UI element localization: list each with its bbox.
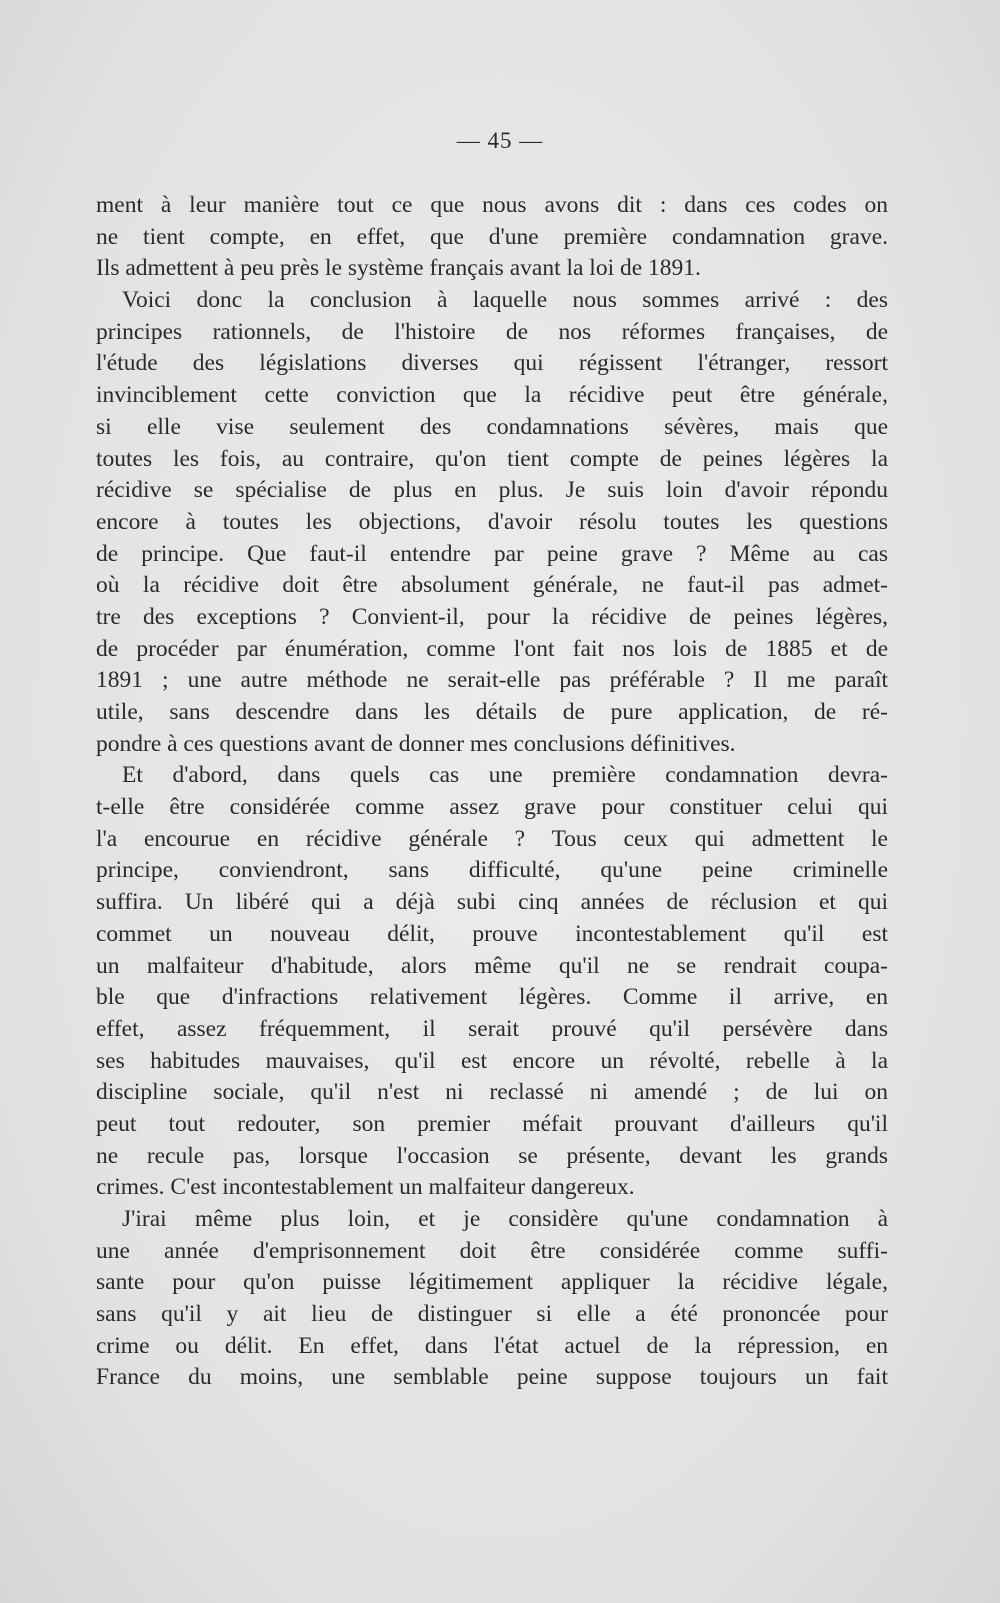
text-line: Et d'abord, dans quels cas une première condamnation devra- [122, 762, 888, 789]
text-line: de principe. Que faut-il entendre par peine grave ? Même au cas [96, 540, 888, 567]
text-line: peut tout redouter, son premier méfait prouvant d'ailleurs qu'il [96, 1110, 888, 1137]
text-line: sans qu'il y ait lieu de distinguer si elle a été prononcée pour [96, 1301, 888, 1328]
text-line: Voici donc la conclusion à laquelle nous sommes arrivé : des [122, 287, 888, 314]
text-line: commet un nouveau délit, prouve incontestablement qu'il est [96, 920, 888, 947]
text-line: récidive se spécialise de plus en plus. Je suis loin d'avoir répondu [96, 477, 888, 504]
text-line: sante pour qu'on puisse légitimement appliquer la récidive légale, [96, 1269, 888, 1296]
text-line: t-elle être considérée comme assez grave pour constituer celui qui [96, 794, 888, 821]
text-line: une année d'emprisonnement doit être considérée comme suffi- [96, 1237, 888, 1264]
text-line: ses habitudes mauvaises, qu'il est encore un révolté, rebelle à la [96, 1047, 888, 1074]
text-line: si elle vise seulement des condamnations sévères, mais que [96, 413, 888, 440]
text-line: discipline sociale, qu'il n'est ni reclassé ni amendé ; de lui on [96, 1079, 888, 1106]
text-line: utile, sans descendre dans les détails de pure application, de ré- [96, 699, 888, 725]
text-line: crime ou délit. En effet, dans l'état actuel de la répression, en [96, 1332, 888, 1359]
text-line: Ils admettent à peu près le système français avant la loi de 1891. [96, 255, 701, 282]
text-line: où la récidive doit être absolument générale, ne faut-il pas admet- [96, 572, 888, 599]
text-line: 1891 ; une autre méthode ne serait-elle pas préférable ? Il me paraît [96, 667, 888, 694]
body-text [96, 190, 888, 1394]
text-line: l'a encourue en récidive générale ? Tous ceux qui admettent le [96, 825, 888, 852]
text-line: tre des exceptions ? Convient-il, pour la récidive de peines légères, [96, 603, 888, 630]
text-line: invinciblement cette conviction que la récidive peut être générale, [96, 382, 888, 409]
text-line: un malfaiteur d'habitude, alors même qu'il ne se rendrait coupa- [96, 952, 888, 979]
text-line: ne tient compte, en effet, que d'une première condamnation grave. [96, 223, 888, 250]
text-line: ment à leur manière tout ce que nous avons dit : dans ces codes on [96, 192, 888, 218]
text-line: France du moins, une semblable peine suppose toujours un fait [96, 1364, 888, 1391]
text-line: crimes. C'est incontestablement un malfaiteur dangereux. [96, 1174, 635, 1201]
text-line: de procéder par énumération, comme l'ont fait nos lois de 1885 et de [96, 635, 888, 662]
text-line: principes rationnels, de l'histoire de nos réformes françaises, de [96, 318, 888, 345]
text-line: J'irai même plus loin, et je considère qu'une condamnation à [122, 1206, 888, 1232]
text-line: toutes les fois, au contraire, qu'on tient compte de peines légères la [96, 445, 888, 472]
text-line: suffira. Un libéré qui a déjà subi cinq années de réclusion et qui [96, 889, 888, 916]
text-line: ble que d'infractions relativement légères. Comme il arrive, en [96, 984, 888, 1011]
text-line: ne recule pas, lorsque l'occasion se présente, devant les grands [96, 1142, 888, 1169]
text-line: pondre à ces questions avant de donner mes conclusions définitives. [96, 730, 736, 757]
page-number: — 45 — [456, 128, 544, 153]
text-line: encore à toutes les objections, d'avoir résolu toutes les questions [96, 508, 888, 535]
text-line: principe, conviendront, sans difficulté, qu'une peine criminelle [96, 857, 888, 884]
text-line: l'étude des législations diverses qui régissent l'étranger, ressort [96, 350, 888, 377]
text-line: effet, assez fréquemment, il serait prouvé qu'il persévère dans [96, 1015, 888, 1042]
